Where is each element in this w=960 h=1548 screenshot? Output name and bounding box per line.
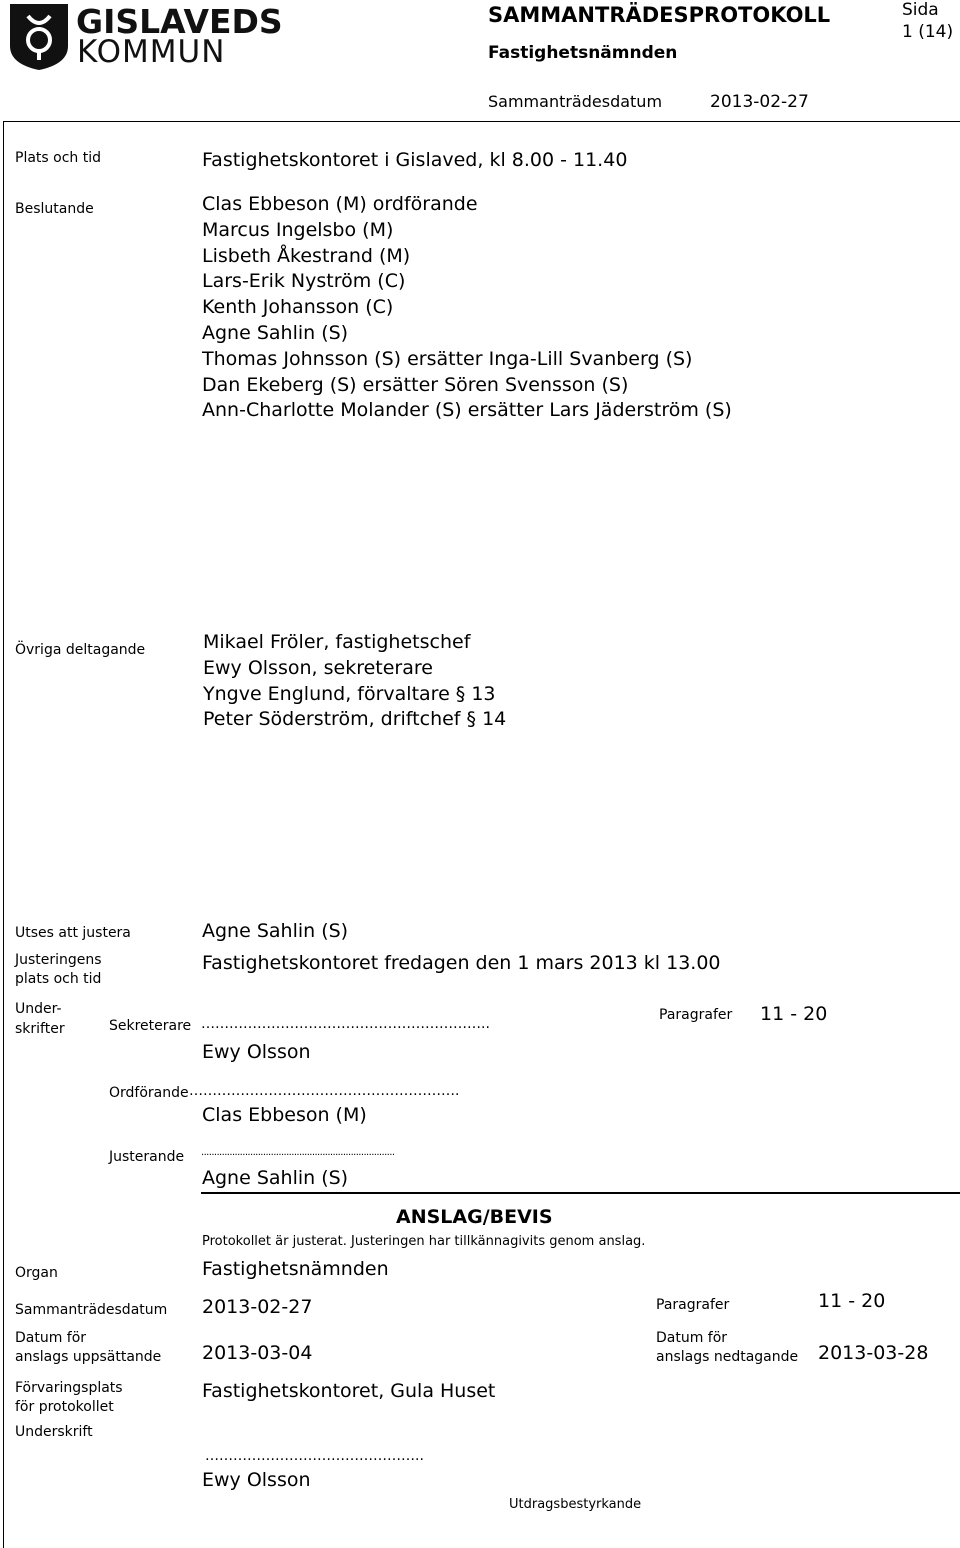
chair-name: Clas Ebbeson (M) bbox=[202, 1104, 367, 1126]
decision-maker-item: Dan Ekeberg (S) ersätter Sören Svensson (S) bbox=[202, 373, 629, 396]
adjuster-signature-line: ........................................................................... bbox=[201, 1147, 395, 1158]
storage-label-line1: Förvaringsplats bbox=[15, 1380, 123, 1396]
committee-name: Fastighetsnämnden bbox=[488, 43, 678, 63]
secretary-name: Ewy Olsson bbox=[202, 1041, 311, 1063]
logo-text-kommun: KOMMUN bbox=[77, 34, 226, 70]
decision-maker-item: Thomas Johnsson (S) ersätter Inga-Lill Svanberg (S) bbox=[202, 347, 693, 370]
adjuster-name: Agne Sahlin (S) bbox=[202, 1167, 349, 1189]
secretary-label: Sekreterare bbox=[109, 1018, 192, 1034]
decision-maker-item: Lars-Erik Nyström (C) bbox=[202, 270, 406, 293]
removed-date-label-line1: Datum för bbox=[656, 1330, 728, 1346]
decision-makers-label: Beslutande bbox=[15, 201, 94, 217]
decision-maker-item: Kenth Johansson (C) bbox=[202, 296, 394, 319]
other-participant-item: Ewy Olsson, sekreterare bbox=[203, 656, 433, 679]
removed-date-label-line2: anslags nedtagande bbox=[656, 1349, 799, 1365]
logo-text-gislaveds: GISLAVEDS bbox=[76, 2, 283, 41]
meeting-date: 2013-02-27 bbox=[710, 92, 809, 112]
meeting-date-label: Sammanträdesdatum bbox=[488, 92, 663, 111]
notice-signature-name: Ewy Olsson bbox=[202, 1469, 311, 1491]
decision-maker-item: Marcus Ingelsbo (M) bbox=[202, 218, 394, 241]
adjust-place-value: Fastighetskontoret fredagen den 1 mars 2013 kl 13.00 bbox=[202, 952, 721, 974]
posted-date-label-line1: Datum för bbox=[15, 1330, 87, 1346]
decision-maker-item: Ann-Charlotte Molander (S) ersätter Lars Jäderström (S) bbox=[202, 399, 732, 422]
page-number: 1 (14) bbox=[902, 22, 954, 42]
storage-label-line2: för protokollet bbox=[15, 1399, 114, 1415]
logo bbox=[8, 2, 283, 72]
adjust-place-label-line2: plats och tid bbox=[15, 971, 102, 987]
chair-label: Ordförande bbox=[109, 1085, 189, 1101]
other-participant-item: Mikael Fröler, fastighetschef bbox=[203, 631, 471, 653]
paragraphs-label: Paragrafer bbox=[659, 1007, 733, 1023]
decision-makers-list bbox=[202, 192, 732, 424]
certify-label: Utdragsbestyrkande bbox=[509, 1497, 642, 1512]
posted-date-label-line2: anslags uppsättande bbox=[15, 1349, 162, 1365]
notice-statement: Protokollet är justerat. Justeringen har tillkännagivits genom anslag. bbox=[202, 1234, 646, 1249]
other-participant-item: Yngve Englund, förvaltare § 13 bbox=[203, 682, 496, 705]
signatures-label-line2: skrifter bbox=[15, 1021, 65, 1037]
organ-value: Fastighetsnämnden bbox=[202, 1258, 389, 1280]
notice-signature-label: Underskrift bbox=[15, 1424, 93, 1440]
decision-maker-item: Clas Ebbeson (M) ordförande bbox=[202, 193, 478, 215]
adjuster-chosen-label: Utses att justera bbox=[15, 925, 131, 941]
place-time-value: Fastighetskontoret i Gislaved, kl 8.00 - 11.40 bbox=[202, 149, 628, 171]
notice-date-value: 2013-02-27 bbox=[202, 1296, 313, 1318]
frame-top-line bbox=[3, 121, 960, 122]
adjuster-chosen-value: Agne Sahlin (S) bbox=[202, 920, 349, 942]
signatures-label-line1: Under- bbox=[15, 1001, 62, 1017]
notice-date-label: Sammanträdesdatum bbox=[15, 1302, 168, 1318]
notice-paragraphs-label: Paragrafer bbox=[656, 1297, 730, 1313]
frame-left-line bbox=[3, 121, 4, 1548]
paragraphs-value: 11 - 20 bbox=[760, 1003, 828, 1025]
storage-value: Fastighetskontoret, Gula Huset bbox=[202, 1380, 496, 1402]
notice-divider bbox=[201, 1192, 960, 1194]
notice-signature-line: ……………………………………….. bbox=[205, 1448, 424, 1464]
notice-title: ANSLAG/BEVIS bbox=[396, 1206, 553, 1228]
removed-date-value: 2013-03-28 bbox=[818, 1342, 929, 1364]
notice-paragraphs-value: 11 - 20 bbox=[818, 1290, 886, 1312]
document-type: SAMMANTRÄDESPROTOKOLL bbox=[488, 3, 831, 27]
municipality-seal-icon bbox=[8, 2, 70, 72]
other-participants-label: Övriga deltagande bbox=[15, 642, 146, 658]
decision-maker-item: Lisbeth Åkestrand (M) bbox=[202, 244, 411, 267]
adjuster-label: Justerande bbox=[109, 1149, 185, 1165]
adjust-place-label-line1: Justeringens bbox=[15, 952, 102, 968]
chair-signature-line: …………………………………………………. bbox=[189, 1083, 460, 1099]
place-time-label: Plats och tid bbox=[15, 150, 101, 166]
decision-maker-item: Agne Sahlin (S) bbox=[202, 321, 349, 344]
other-participants-list bbox=[203, 630, 506, 733]
secretary-signature-line: …………………………………………………….. bbox=[201, 1016, 490, 1032]
posted-date-value: 2013-03-04 bbox=[202, 1342, 313, 1364]
page-label: Sida bbox=[902, 0, 939, 20]
organ-label: Organ bbox=[15, 1265, 58, 1281]
other-participant-item: Peter Söderström, driftchef § 14 bbox=[203, 708, 507, 731]
